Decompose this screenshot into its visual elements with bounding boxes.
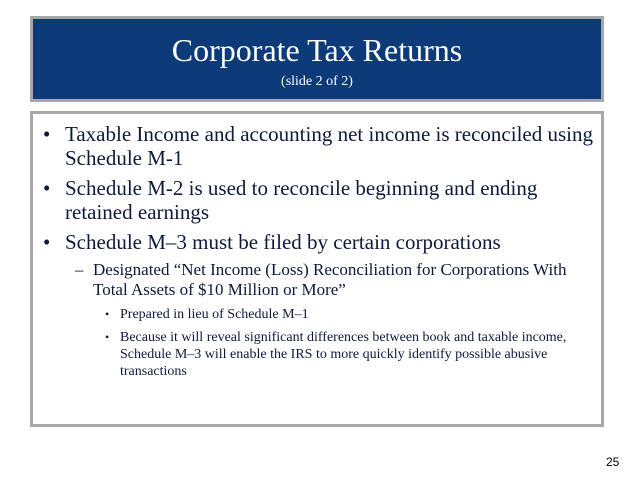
bullet-item-1 [33,122,601,170]
slide-title: Corporate Tax Returns [171,32,463,68]
slide-subtitle: (slide 2 of 2) [281,74,353,89]
bullet-text: Schedule M-2 is used to reconcile beginning and ending retained earnings [65,176,538,224]
bullet-icon: • [43,230,51,254]
bullet-icon: • [105,307,110,321]
sub-bullet-text: Designated “Net Income (Loss) Reconciliation for Corporations With Total Assets of $10 Million or More” [93,260,567,299]
sub-sub-bullet-item-1 [33,306,601,323]
sub-sub-bullet-item-2 [33,329,601,380]
dash-icon: – [75,260,84,279]
bullet-icon: • [43,176,51,200]
bullet-text: Schedule M–3 must be filed by certain corporations [65,230,501,254]
bullet-item-3 [33,230,601,254]
sub-sub-bullet-text: Prepared in lieu of Schedule M–1 [120,307,309,322]
sub-bullet-item-1 [33,260,601,300]
title-box [30,16,604,102]
page-number: 25 [606,455,620,469]
bullet-text: Taxable Income and accounting net income is reconciled using Schedule M-1 [65,122,594,170]
bullet-icon: • [43,122,51,146]
bullet-item-2 [33,176,601,224]
sub-sub-bullet-text: Because it will reveal significant differences between book and taxable income, Schedule M–3 will enable the IRS to more quickly identify possible abusive transactions [120,330,567,379]
bullet-icon: • [105,330,110,344]
content-box [30,111,604,427]
